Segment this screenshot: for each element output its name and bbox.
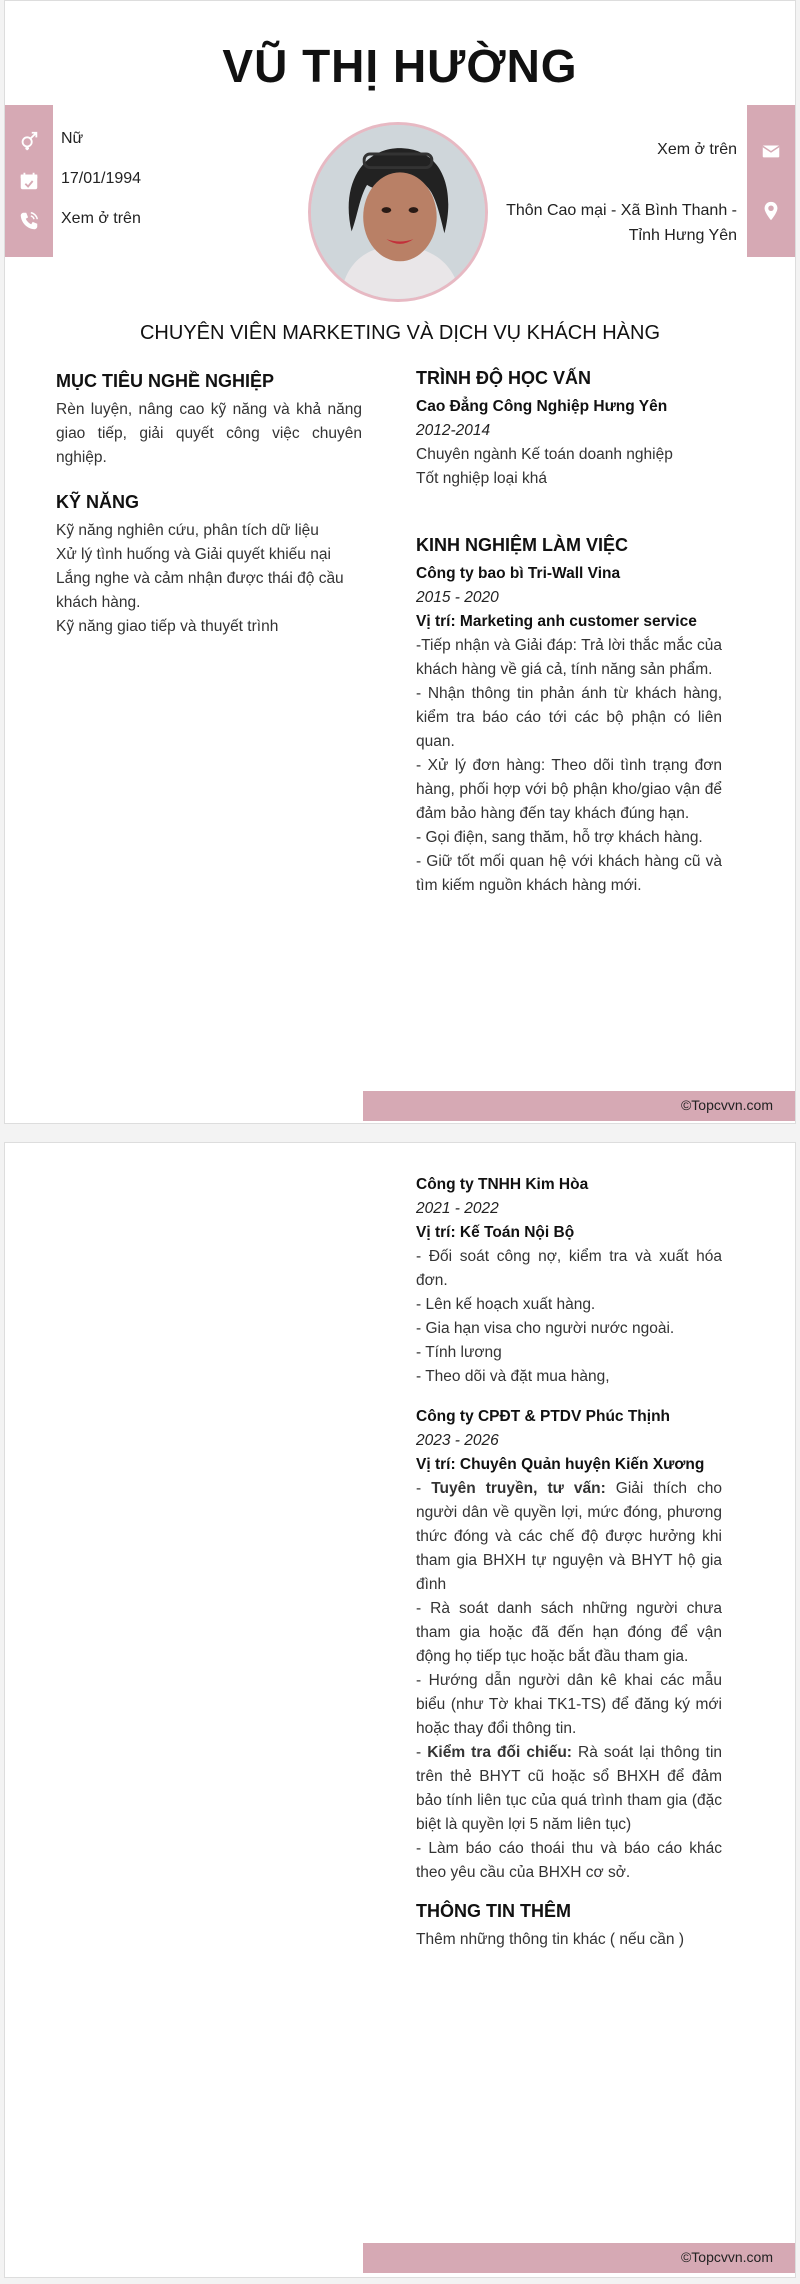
cv-page-1 [4,0,796,1124]
job-duty: - Tuyên truyền, tư vấn: Giải thích cho người dân về quyền lợi, mức đóng, phương thức đóng và các chế độ được hưởng khi tham gia BHXH tự nguyện và BHYT hộ gia đình [416,1480,722,1593]
job-duty: - Gia hạn visa cho người nước ngoài. [416,1320,675,1337]
address-line-2: Tỉnh Hưng Yên [628,227,737,244]
profile-photo [308,122,488,302]
job-duty: - Giữ tốt mối quan hệ với khách hàng cũ và tìm kiếm nguồn khách hàng mới. [416,853,722,894]
duty-text: Giải thích cho người dân về quyền lợi, mức đóng, phương thức đóng và các chế độ được hưởng khi tham gia BHXH tự nguyện và BHYT hộ gia đình [416,1480,722,1593]
job-duty: - Gọi điện, sang thăm, hỗ trợ khách hàng. [416,829,703,846]
job-position: Vị trí: Marketing anh customer service [416,613,697,630]
job-period: 2021 - 2022 [416,1200,499,1217]
job-duty: -Tiếp nhận và Giải đáp: Trả lời thắc mắc của khách hàng về giá cả, tính năng sản phẩm. [416,637,722,678]
skills-heading: KỸ NĂNG [56,492,140,512]
duty-text: Rà soát lại thông tin trên thẻ BHYT cũ hoặc sổ BHXH để đảm bảo tính liên tục của quá trình tham gia (đặc biệt là quyền lợi 5 năm liên tục) [416,1744,723,1833]
school-name: Cao Đẳng Công Nghiệp Hưng Yên [416,398,668,415]
additional-heading: THÔNG TIN THÊM [416,1901,571,1921]
left-icon-strip [5,105,53,257]
footer-bar [363,1091,795,1121]
right-icon-strip [747,105,795,257]
footer-bar [363,2243,795,2273]
duty-keyword: Tuyên truyền, tư vấn: [431,1480,606,1497]
location-pin-icon [747,191,795,231]
gender-icon [5,121,53,161]
email-text: Xem ở trên [657,141,737,158]
job-duty: - Làm báo cáo thoái thu và báo cáo khác theo yêu cầu của BHXH cơ sở. [416,1840,722,1881]
job-position: Vị trí: Chuyên Quản huyện Kiến Xương [416,1456,705,1473]
objective-heading: MỤC TIÊU NGHỀ NGHIỆP [56,371,275,391]
job-period: 2023 - 2026 [416,1432,499,1449]
education-period: 2012-2014 [416,422,491,439]
objective-text: Rèn luyện, nâng cao kỹ năng và khả năng giao tiếp, giải quyết công việc chuyên nghiệp. [56,401,362,466]
company-name: Công ty CPĐT & PTDV Phúc Thịnh [416,1408,671,1425]
education-grade: Tốt nghiệp loại khá [416,470,547,487]
phone-text: Xem ở trên [61,210,141,227]
gender-text: Nữ [61,130,84,147]
skill-item: Xử lý tình huống và Giải quyết khiếu nại [56,546,331,563]
right-column [416,1173,722,1952]
job-duty: - Theo dõi và đặt mua hàng, [416,1368,610,1385]
job-duty: - Lên kế hoạch xuất hàng. [416,1296,596,1313]
right-column [416,368,722,898]
cv-page-2 [4,1142,796,2278]
skill-item: Kỹ năng giao tiếp và thuyết trình [56,618,279,635]
job-title: CHUYÊN VIÊN MARKETING VÀ DỊCH VỤ KHÁCH HÀNG [139,322,661,344]
birthday-text: 17/01/1994 [61,170,142,187]
company-name: Công ty bao bì Tri-Wall Vina [416,565,621,582]
phone-icon [5,201,53,241]
duty-keyword: Kiểm tra đối chiếu: [427,1744,572,1761]
job-period: 2015 - 2020 [416,589,499,606]
company-name: Công ty TNHH Kim Hòa [416,1176,589,1193]
left-column [56,371,362,639]
address-line-1: Thôn Cao mại - Xã Bình Thanh - [506,202,737,219]
calendar-icon [5,161,53,201]
education-major: Chuyên ngành Kế toán doanh nghiệp [416,446,673,463]
job-duty: - Xử lý đơn hàng: Theo dõi tình trạng đơn hàng, phối hợp với bộ phận kho/giao vận để đảm bảo hàng đến tay khách đúng hạn. [416,757,722,822]
job-duty: - Nhận thông tin phản ánh từ khách hàng, kiểm tra báo cáo tới các bộ phận có liên quan. [416,685,722,750]
footer-text: ©Topcvvn.com [680,2249,773,2265]
skill-item: Lắng nghe và cảm nhận được thái độ cầu khách hàng. [56,570,344,611]
job-duty: - Kiểm tra đối chiếu: Rà soát lại thông tin trên thẻ BHYT cũ hoặc sổ BHXH để đảm bảo tính liên tục của quá trình tham gia (đặc biệt là quyền lợi 5 năm liên tục) [416,1744,723,1833]
job-duty: - Đối soát công nợ, kiểm tra và xuất hóa đơn. [416,1248,722,1289]
education-heading: TRÌNH ĐỘ HỌC VẤN [416,368,591,388]
job-duty: - Tính lương [416,1344,502,1361]
job-duty: - Hướng dẫn người dân kê khai các mẫu biểu (như Tờ khai TK1-TS) để đăng ký mới hoặc thay đổi thông tin. [416,1672,722,1737]
footer-text: ©Topcvvn.com [680,1097,773,1113]
additional-text: Thêm những thông tin khác ( nếu cần ) [416,1931,685,1948]
envelope-icon [747,131,795,171]
skill-item: Kỹ năng nghiên cứu, phân tích dữ liệu [56,522,319,539]
job-duty: - Rà soát danh sách những người chưa tham gia hoặc đã đến hạn đóng để vận động họ tiếp tục hoặc bắt đầu tham gia. [416,1600,722,1665]
job-position: Vị trí: Kế Toán Nội Bộ [416,1224,575,1241]
candidate-name: VŨ THỊ HƯỜNG [222,40,578,92]
experience-heading: KINH NGHIỆM LÀM VIỆC [416,535,629,555]
